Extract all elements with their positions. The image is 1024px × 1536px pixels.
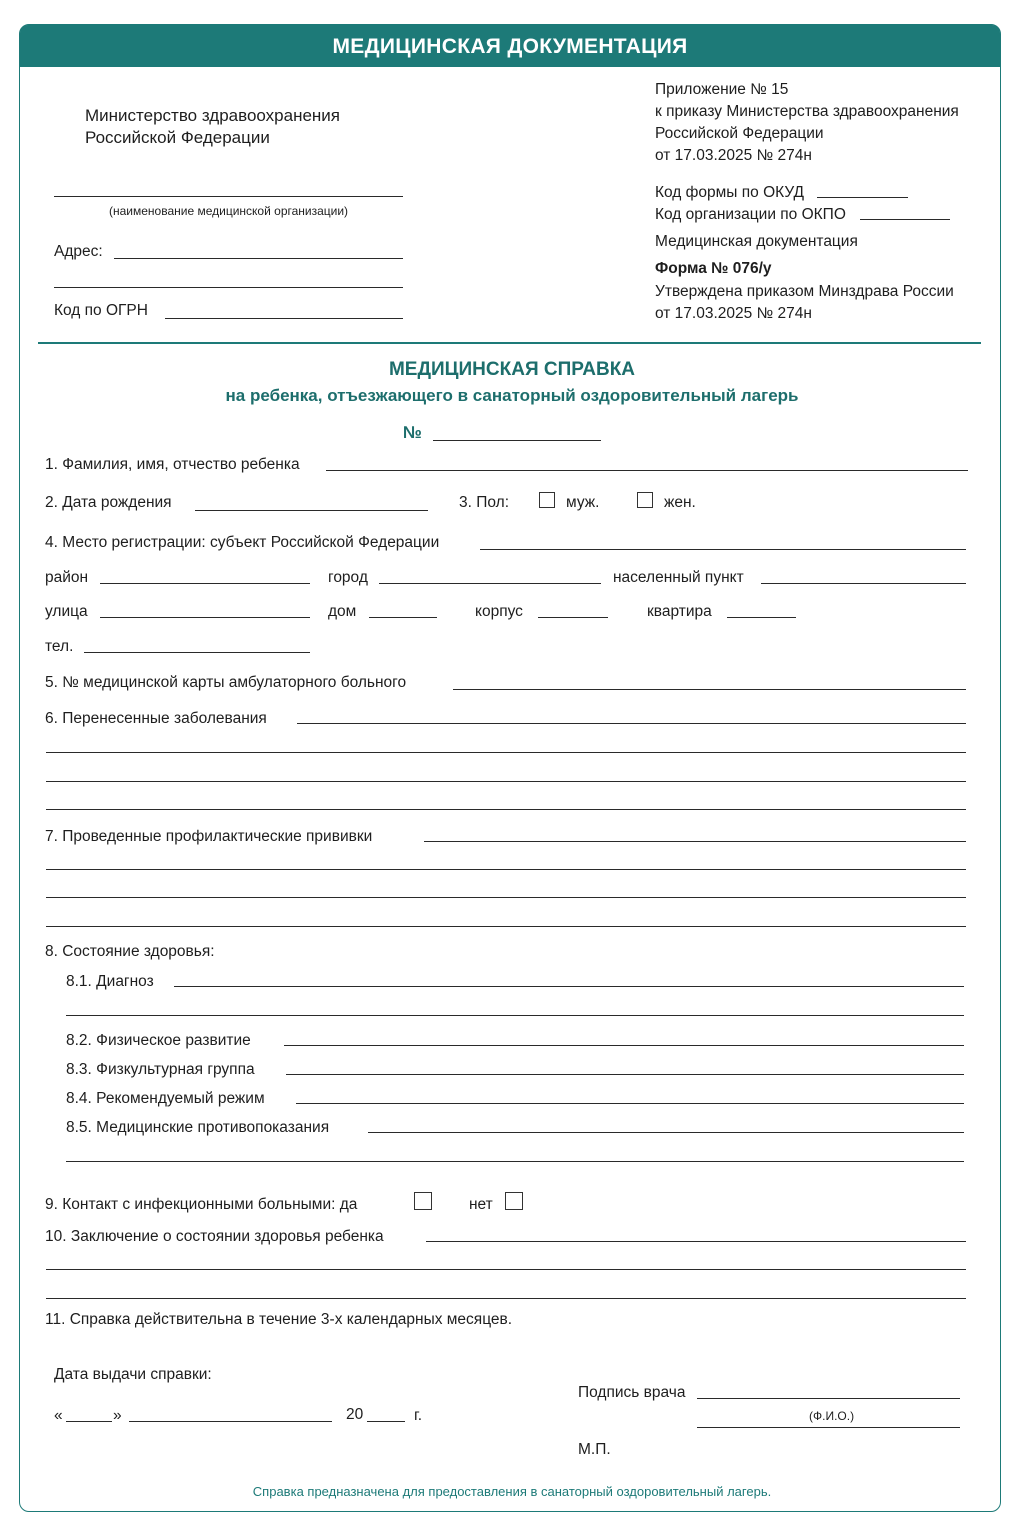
order-line1: к приказу Министерства здравоохранения (655, 103, 959, 120)
child-name-field[interactable] (326, 470, 968, 471)
doctor-signature-field[interactable] (697, 1398, 960, 1399)
doc-type: Медицинская документация (655, 233, 858, 250)
ministry-line2: Российской Федерации (85, 128, 270, 147)
address-field-1[interactable] (114, 258, 403, 259)
ministry-line1: Министерство здравоохранения (85, 106, 340, 125)
apartment-field[interactable] (727, 617, 796, 618)
okud-label: Код формы по ОКУД (655, 184, 804, 201)
contraindications-field-1[interactable] (368, 1132, 964, 1133)
house-label: дом (328, 603, 357, 620)
city-field[interactable] (379, 583, 601, 584)
issue-year-field[interactable] (367, 1421, 405, 1422)
street-label: улица (45, 603, 88, 620)
region-field[interactable] (480, 549, 966, 550)
field7-label: 7. Проведенные профилактические прививки (45, 828, 373, 845)
field5-label: 5. № медицинской карты амбулаторного больного (45, 674, 407, 691)
year-prefix: 20 (346, 1406, 364, 1423)
apartment-label: квартира (647, 603, 712, 620)
doctor-fio-field[interactable] (697, 1427, 960, 1428)
diseases-field-2[interactable] (46, 752, 966, 753)
okud-field[interactable] (817, 197, 908, 198)
male-label: муж. (566, 494, 600, 511)
document-title: МЕДИЦИНСКАЯ СПРАВКА (388, 359, 636, 380)
org-name-field[interactable] (54, 196, 403, 197)
approved-text: Утверждена приказом Минздрава России (655, 283, 954, 300)
order-date: от 17.03.2025 № 274н (655, 147, 812, 164)
field10-label: 10. Заключение о состоянии здоровья ребенка (45, 1228, 384, 1245)
appendix-text: Приложение № 15 (655, 81, 789, 98)
stamp-label: М.П. (578, 1441, 611, 1458)
field9-label: 9. Контакт с инфекционными больными: да (45, 1196, 358, 1213)
org-caption: (наименование медицинской организации) (109, 204, 349, 218)
doctor-signature-label: Подпись врача (578, 1384, 686, 1401)
quote-close: » (113, 1407, 122, 1424)
field8-4-label: 8.4. Рекомендуемый режим (66, 1090, 265, 1107)
phone-label: тел. (45, 638, 74, 655)
ogrn-field[interactable] (165, 318, 403, 319)
district-label: район (45, 569, 89, 586)
field8-label: 8. Состояние здоровья: (45, 943, 215, 960)
address-field-2[interactable] (54, 287, 403, 288)
diagnosis-field-2[interactable] (66, 1015, 964, 1016)
settlement-label: населенный пункт (613, 569, 744, 586)
male-checkbox[interactable] (539, 492, 555, 508)
district-field[interactable] (100, 583, 310, 584)
quote-open: « (54, 1407, 63, 1424)
field2-label: 2. Дата рождения (45, 494, 172, 511)
order-line2: Российской Федерации (655, 125, 824, 142)
okpo-label: Код организации по ОКПО (655, 206, 846, 223)
pe-group-field[interactable] (286, 1074, 964, 1075)
number-field[interactable] (433, 440, 601, 441)
field4-label: 4. Место регистрации: субъект Российской Федерации (45, 534, 440, 551)
form-number: Форма № 076/у (655, 260, 772, 277)
field3-label: 3. Пол: (459, 494, 510, 511)
ogrn-label: Код по ОГРН (54, 302, 148, 319)
house-field[interactable] (369, 617, 437, 618)
female-checkbox[interactable] (637, 492, 653, 508)
diagnosis-field-1[interactable] (174, 986, 964, 987)
vaccinations-field-4[interactable] (46, 926, 966, 927)
issue-date-label: Дата выдачи справки: (54, 1366, 212, 1383)
birth-date-field[interactable] (195, 510, 428, 511)
conclusion-field-2[interactable] (46, 1269, 966, 1270)
contact-no-checkbox[interactable] (505, 1192, 523, 1210)
diseases-field-3[interactable] (46, 781, 966, 782)
conclusion-field-3[interactable] (46, 1298, 966, 1299)
fio-caption: (Ф.И.О.) (809, 1409, 855, 1423)
year-suffix: г. (414, 1407, 423, 1424)
issue-day-field[interactable] (66, 1421, 112, 1422)
vaccinations-field-3[interactable] (46, 897, 966, 898)
contact-no-label: нет (469, 1196, 493, 1213)
document-subtitle: на ребенка, отъезжающего в санаторный оздоровительный лагерь (225, 386, 799, 405)
issue-month-field[interactable] (129, 1421, 332, 1422)
diseases-field-4[interactable] (46, 809, 966, 810)
diseases-field-1[interactable] (297, 723, 966, 724)
field8-5-label: 8.5. Медицинские противопоказания (66, 1119, 330, 1136)
building-label: корпус (475, 603, 523, 620)
footer-note: Справка предназначена для предоставления в санаторный оздоровительный лагерь. (252, 1484, 772, 1499)
banner: МЕДИЦИНСКАЯ ДОКУМЕНТАЦИЯ (20, 25, 1000, 67)
approved-date: от 17.03.2025 № 274н (655, 305, 812, 322)
settlement-field[interactable] (761, 583, 966, 584)
phone-field[interactable] (84, 652, 310, 653)
field1-label: 1. Фамилия, имя, отчество ребенка (45, 456, 300, 473)
number-label: № (403, 423, 422, 442)
building-field[interactable] (538, 617, 608, 618)
medical-card-field[interactable] (453, 689, 966, 690)
vaccinations-field-2[interactable] (46, 869, 966, 870)
address-label: Адрес: (54, 243, 103, 260)
female-label: жен. (664, 494, 696, 511)
header-divider (38, 342, 981, 344)
okpo-field[interactable] (860, 219, 950, 220)
contraindications-field-2[interactable] (66, 1161, 964, 1162)
contact-yes-checkbox[interactable] (414, 1192, 432, 1210)
physical-development-field[interactable] (284, 1045, 964, 1046)
field8-3-label: 8.3. Физкультурная группа (66, 1061, 255, 1078)
field11-text: 11. Справка действительна в течение 3-х календарных месяцев. (45, 1311, 513, 1328)
city-label: город (328, 569, 368, 586)
street-field[interactable] (100, 617, 310, 618)
vaccinations-field-1[interactable] (424, 841, 966, 842)
regime-field[interactable] (296, 1103, 964, 1104)
field8-2-label: 8.2. Физическое развитие (66, 1032, 251, 1049)
conclusion-field-1[interactable] (426, 1241, 966, 1242)
field6-label: 6. Перенесенные заболевания (45, 710, 267, 727)
field8-1-label: 8.1. Диагноз (66, 973, 154, 990)
